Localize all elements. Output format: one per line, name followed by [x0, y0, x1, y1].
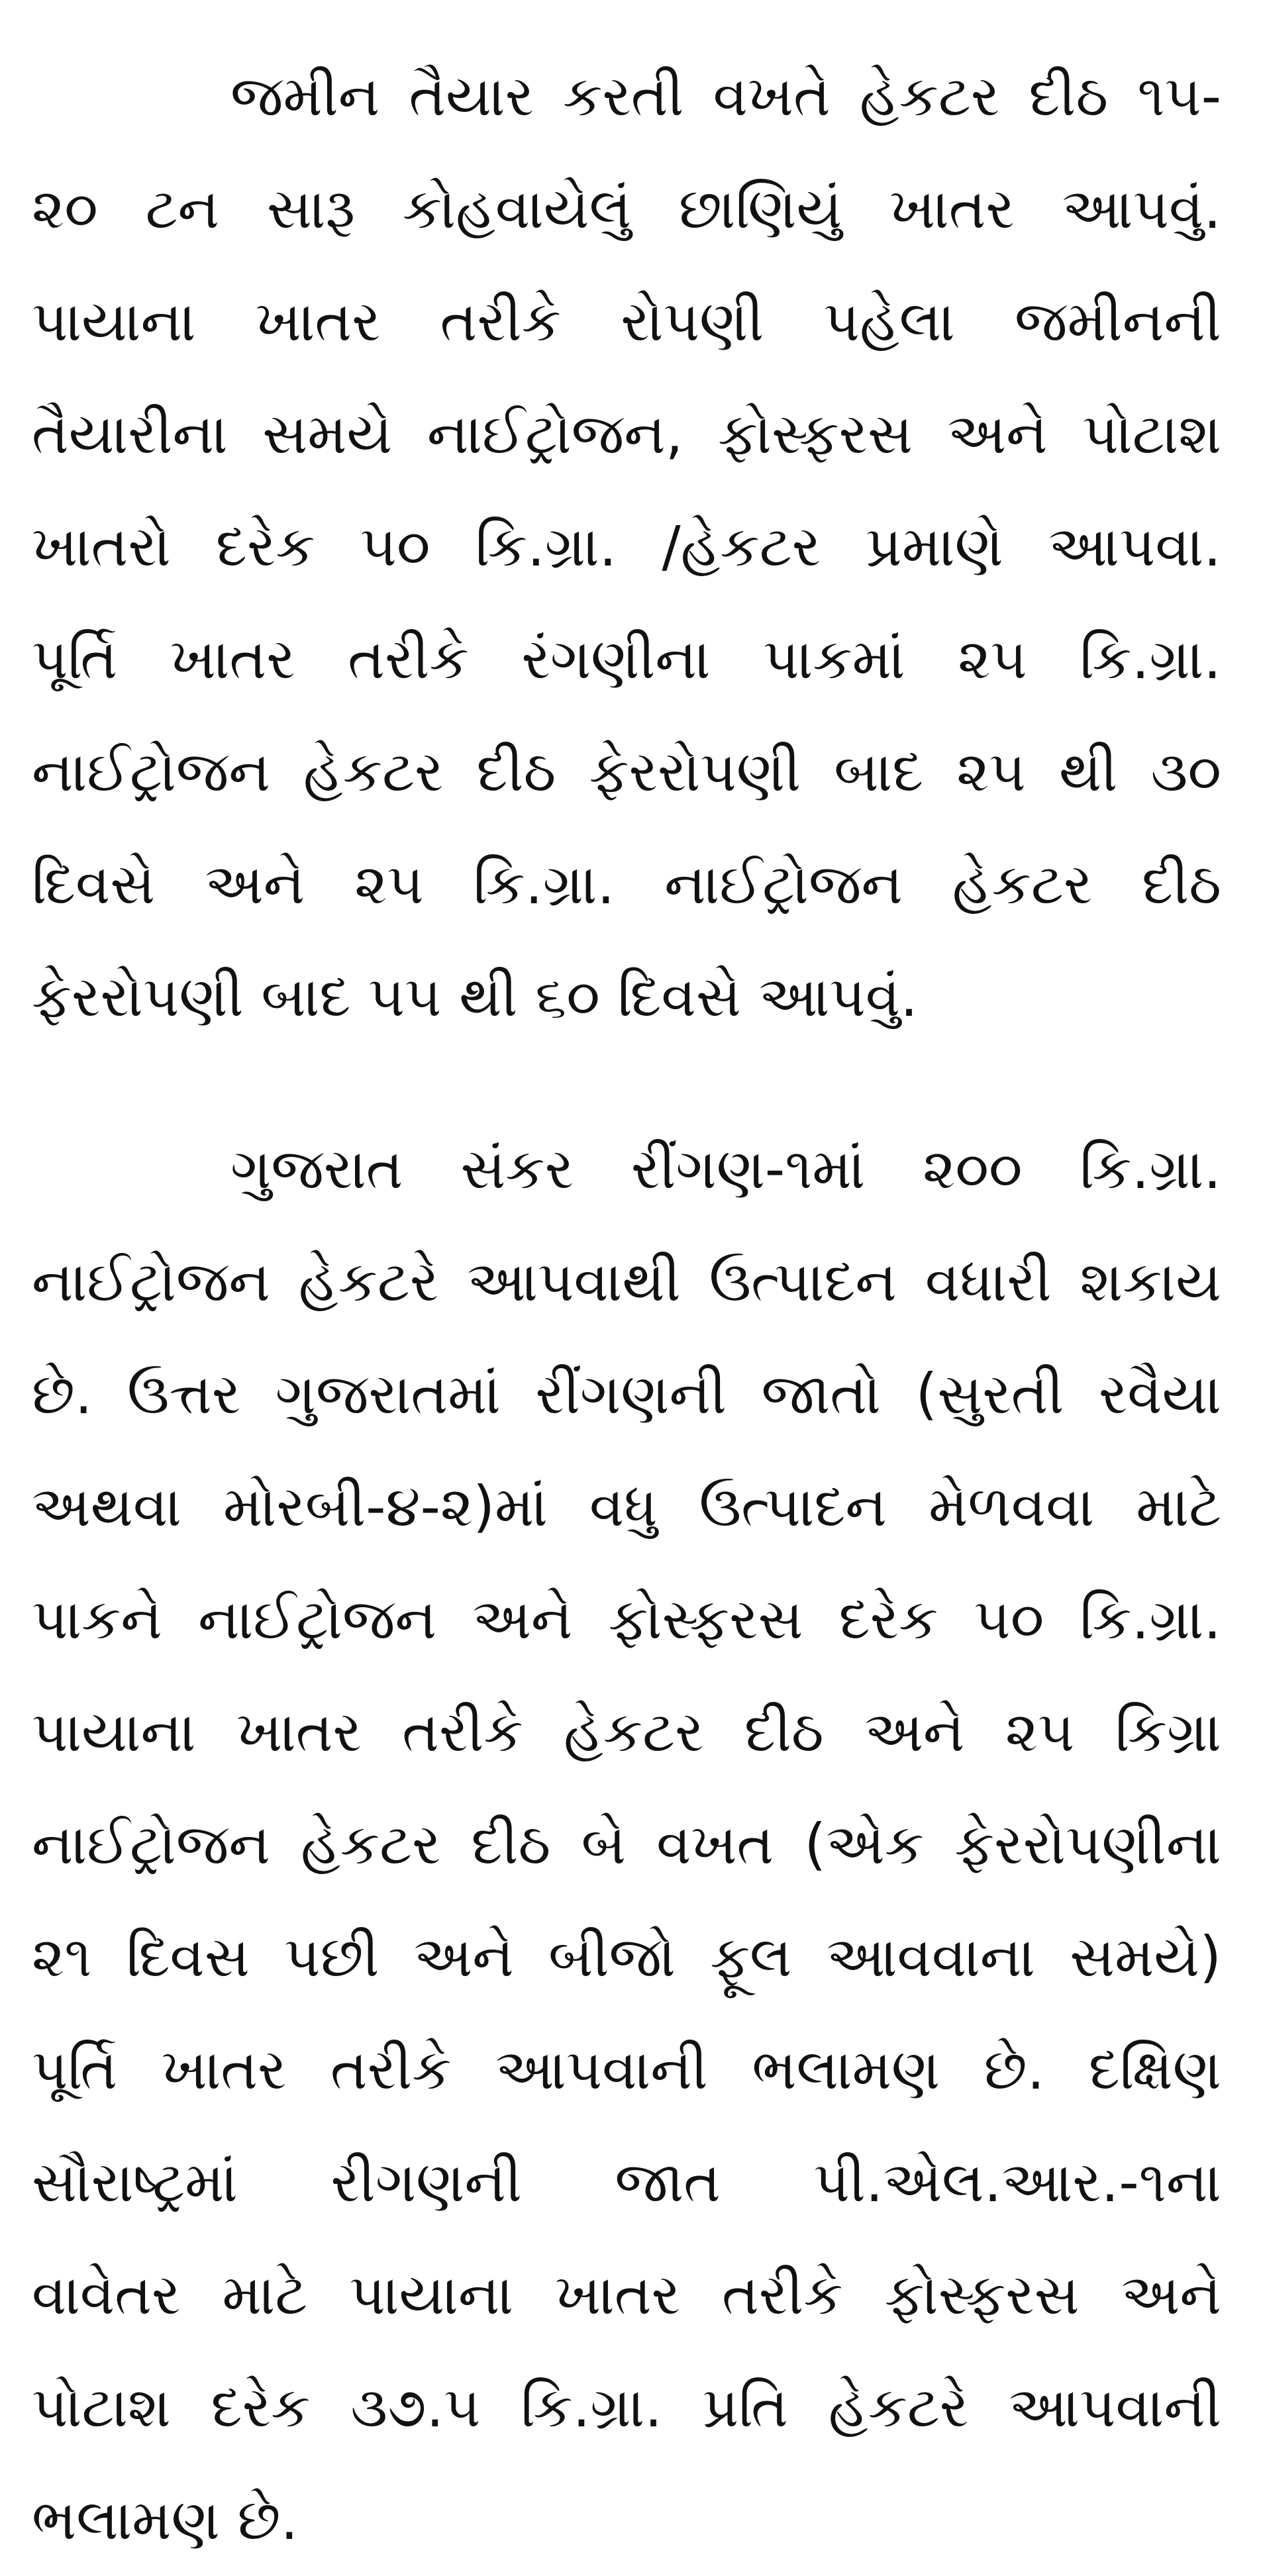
text-line: પૂર્તિ ખાતર તરીકે રંગણીના પાકમાં ૨૫ કિ.ગ્રા. [32, 626, 1221, 691]
text-line: અથવા મોરબી-૪-૨)માં વધુ ઉત્પાદન મેળવવા માટે [32, 1474, 1221, 1539]
text-line: નાઈટ્રોજન હેકટર દીઠ ફેરરોપણી બાદ ૨૫ થી ૩૦ [32, 739, 1221, 804]
text-line: પાયાના ખાતર તરીકે રોપણી પહેલા જમીનની [32, 289, 1221, 354]
text-line: ગુજરાત સંકર રીંગણ-૧માં ૨૦૦ કિ.ગ્રા. [230, 1136, 1221, 1201]
text-line: ભલામણ છે. [32, 2487, 299, 2552]
text-line: તૈયારીના સમયે નાઈટ્રોજન, ફોસ્ફરસ અને પોટાશ [32, 401, 1221, 466]
text-line: ૨૧ દિવસ પછી અને બીજો ફૂલ આવવાના સમયે) [32, 1924, 1221, 1989]
text-line: ખાતરો દરેક ૫૦ કિ.ગ્રા. /હેકટર પ્રમાણે આપવા. [32, 514, 1221, 579]
text-line: સૌરાષ્ટ્રમાં રીગણની જાત પી.એલ.આર.-૧ના [32, 2150, 1221, 2214]
text-line: નાઈટ્રોજન હેકટર દીઠ બે વખત (એક ફેરરોપણીના [32, 1812, 1221, 1877]
paragraph-1 [32, 40, 1221, 1053]
text-line: ૨૦ ટન સારૂ કોહવાયેલું છાણિયું ખાતર આપવું. [32, 176, 1221, 241]
text-line: પાયાના ખાતર તરીકે હેકટર દીઠ અને ૨૫ કિગ્રા [32, 1699, 1221, 1764]
text-line: જમીન તૈયાર કરતી વખતે હેકટર દીઠ ૧૫- [230, 64, 1221, 128]
text-line: પાકને નાઈટ્રોજન અને ફોસ્ફરસ દરેક ૫૦ કિ.ગ્રા. [32, 1587, 1221, 1652]
paragraph-spacer [32, 1053, 1221, 1113]
text-line: પોટાશ દરેક ૩૭.૫ કિ.ગ્રા. પ્રતિ હેકટરે આપવાની [32, 2375, 1221, 2440]
text-line: છે. ઉત્તર ગુજરાતમાં રીંગણની જાતો (સુરતી રવૈયા [32, 1362, 1221, 1426]
paragraph-2 [32, 1113, 1221, 2576]
text-line: ફેરરોપણી બાદ ૫૫ થી ૬૦ દિવસે આપવું. [32, 964, 918, 1029]
text-line: દિવસે અને ૨૫ કિ.ગ્રા. નાઈટ્રોજન હેકટર દીઠ [32, 852, 1221, 916]
text-line: નાઈટ્રોજન હેકટરે આપવાથી ઉત્પાદન વધારી શકાય [32, 1249, 1221, 1314]
text-line: પૂર્તિ ખાતર તરીકે આપવાની ભલામણ છે. દક્ષિણ [32, 2037, 1221, 2102]
text-line: વાવેતર માટે પાયાના ખાતર તરીકે ફોસ્ફરસ અને [32, 2262, 1221, 2327]
